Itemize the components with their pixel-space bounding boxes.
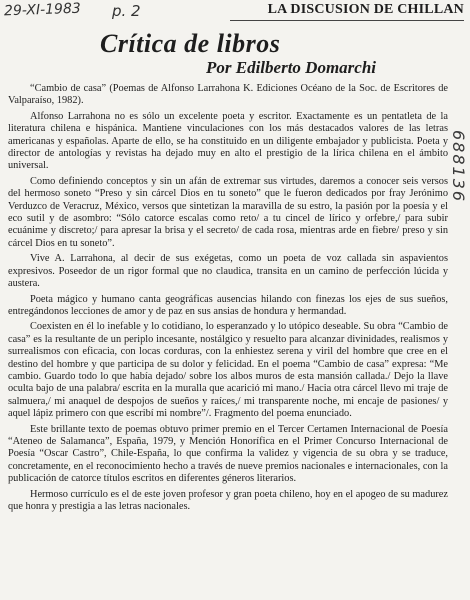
article-paragraph: Poeta mágico y humano canta geográficas ausencias hilando con finezas los ejes de sus sueños, entregándonos lecciones de amor y de paz en sus ansias de hondura y hermandad.	[8, 293, 448, 317]
article-paragraph: Como definiendo conceptos y sin un afán de extremar sus virtudes, daremos a conocer seis versos del hermoso soneto “Preso y sin cárcel Dios en tu soneto” que le fueron dedicados por fray Jerónimo Verduzco de Veracruz, México, versos que sintetizan la maravilla de su estro, la pasión por la poesía y el eco sutil y de asombro: “Sólo catorce escalas como reto/ a tu cincel de lírico y orfebre,/ para subir ecuánime y discreto;/ para apresar la brisa y el secreto/ de cada rosa, mientras arde en fiebre/ preso y sin cárcel Dios en tu soneto”.	[8, 175, 448, 249]
article-paragraph: Alfonso Larrahona no es sólo un excelente poeta y escritor. Exactamente es un pentatleta de la literatura chilena e hispánica. Mantiene vinculaciones con los más destacados valores de las letras americanas y españolas. Aparte de ello, se ha constituido en un diligente embajador y publicista. Poeta y director de antologías y revistas ha dejado muy en alto el prestigio de la lírica chilena en el ámbito universal.	[8, 110, 448, 172]
handwritten-page-number: p. 2	[112, 2, 141, 20]
handwritten-date: 29-XI-1983	[3, 0, 82, 20]
header-rule	[230, 20, 464, 21]
article-title: Crítica de libros	[100, 29, 281, 58]
book-reference: “Cambio de casa” (Poemas de Alfonso Larrahona K. Ediciones Océano de la Soc. de Escritores de Valparaíso, 1982).	[8, 83, 448, 107]
article-paragraph: Vive A. Larrahona, al decir de sus exégetas, como un poeta de voz callada sin aspavientos expresivos. Poseedor de un rigor formal que no claudica, transita en un camino de perfección lúcida y austera.	[8, 253, 448, 290]
article-paragraph: Hermoso currículo es el de este joven profesor y gran poeta chileno, hoy en el apogeo de su madurez que honra y prestigia a las letras nacionales.	[8, 488, 448, 512]
handwritten-margin-code: 688136	[449, 130, 468, 204]
article-body	[8, 83, 448, 513]
newspaper-masthead: LA DISCUSION DE CHILLAN	[267, 2, 464, 17]
article-byline: Por Edilberto Domarchi	[206, 58, 377, 77]
article-paragraph: Coexisten en él lo inefable y lo cotidiano, lo esperanzado y lo utópico deseable. Su obra “Cambio de casa” es la resultante de un periplo incesante, nostálgico y resuelto para alcanzar divinidades, realismos y surrealismos con eficacia, con locas corduras, con la enhiestez serena y viril del hombre que cree en el destino del hombre y que participa de su dolor y felicidad. En el poema “Cambio de casa” expresa: “Me cambio. Guardo todo lo que había dejado/ sobre los albos muros de esta mansión callada./ Dejo la llave oculta bajo de una palabra/ escrita en la muralla que acarició mi mano./ Hacia otra cárcel llevo mi traje de salmuera,/ mi anaquel de despojos de sueños y raíces,/ mi transparente noche, mi encaje de pasiones/ y aquel lápiz primero con que escribí mi nombre”/. Fragmento del poema enunciado.	[8, 321, 448, 420]
article-paragraph: Este brillante texto de poemas obtuvo primer premio en el Tercer Certamen Internacional de Poesía “Ateneo de Salamanca”, España, 1979, y Mención Honorífica en el Primer Concurso Internacional de Poesía “Oscar Castro”, Chile-España, lo que confirma la validez y vigencia de su obra y se traduce, concretamente, en el reconocimiento hecho a través de nueve premios nacionales e internacionales, con la publicación de catorce títulos escritos en diferentes géneros literarios.	[8, 423, 448, 485]
